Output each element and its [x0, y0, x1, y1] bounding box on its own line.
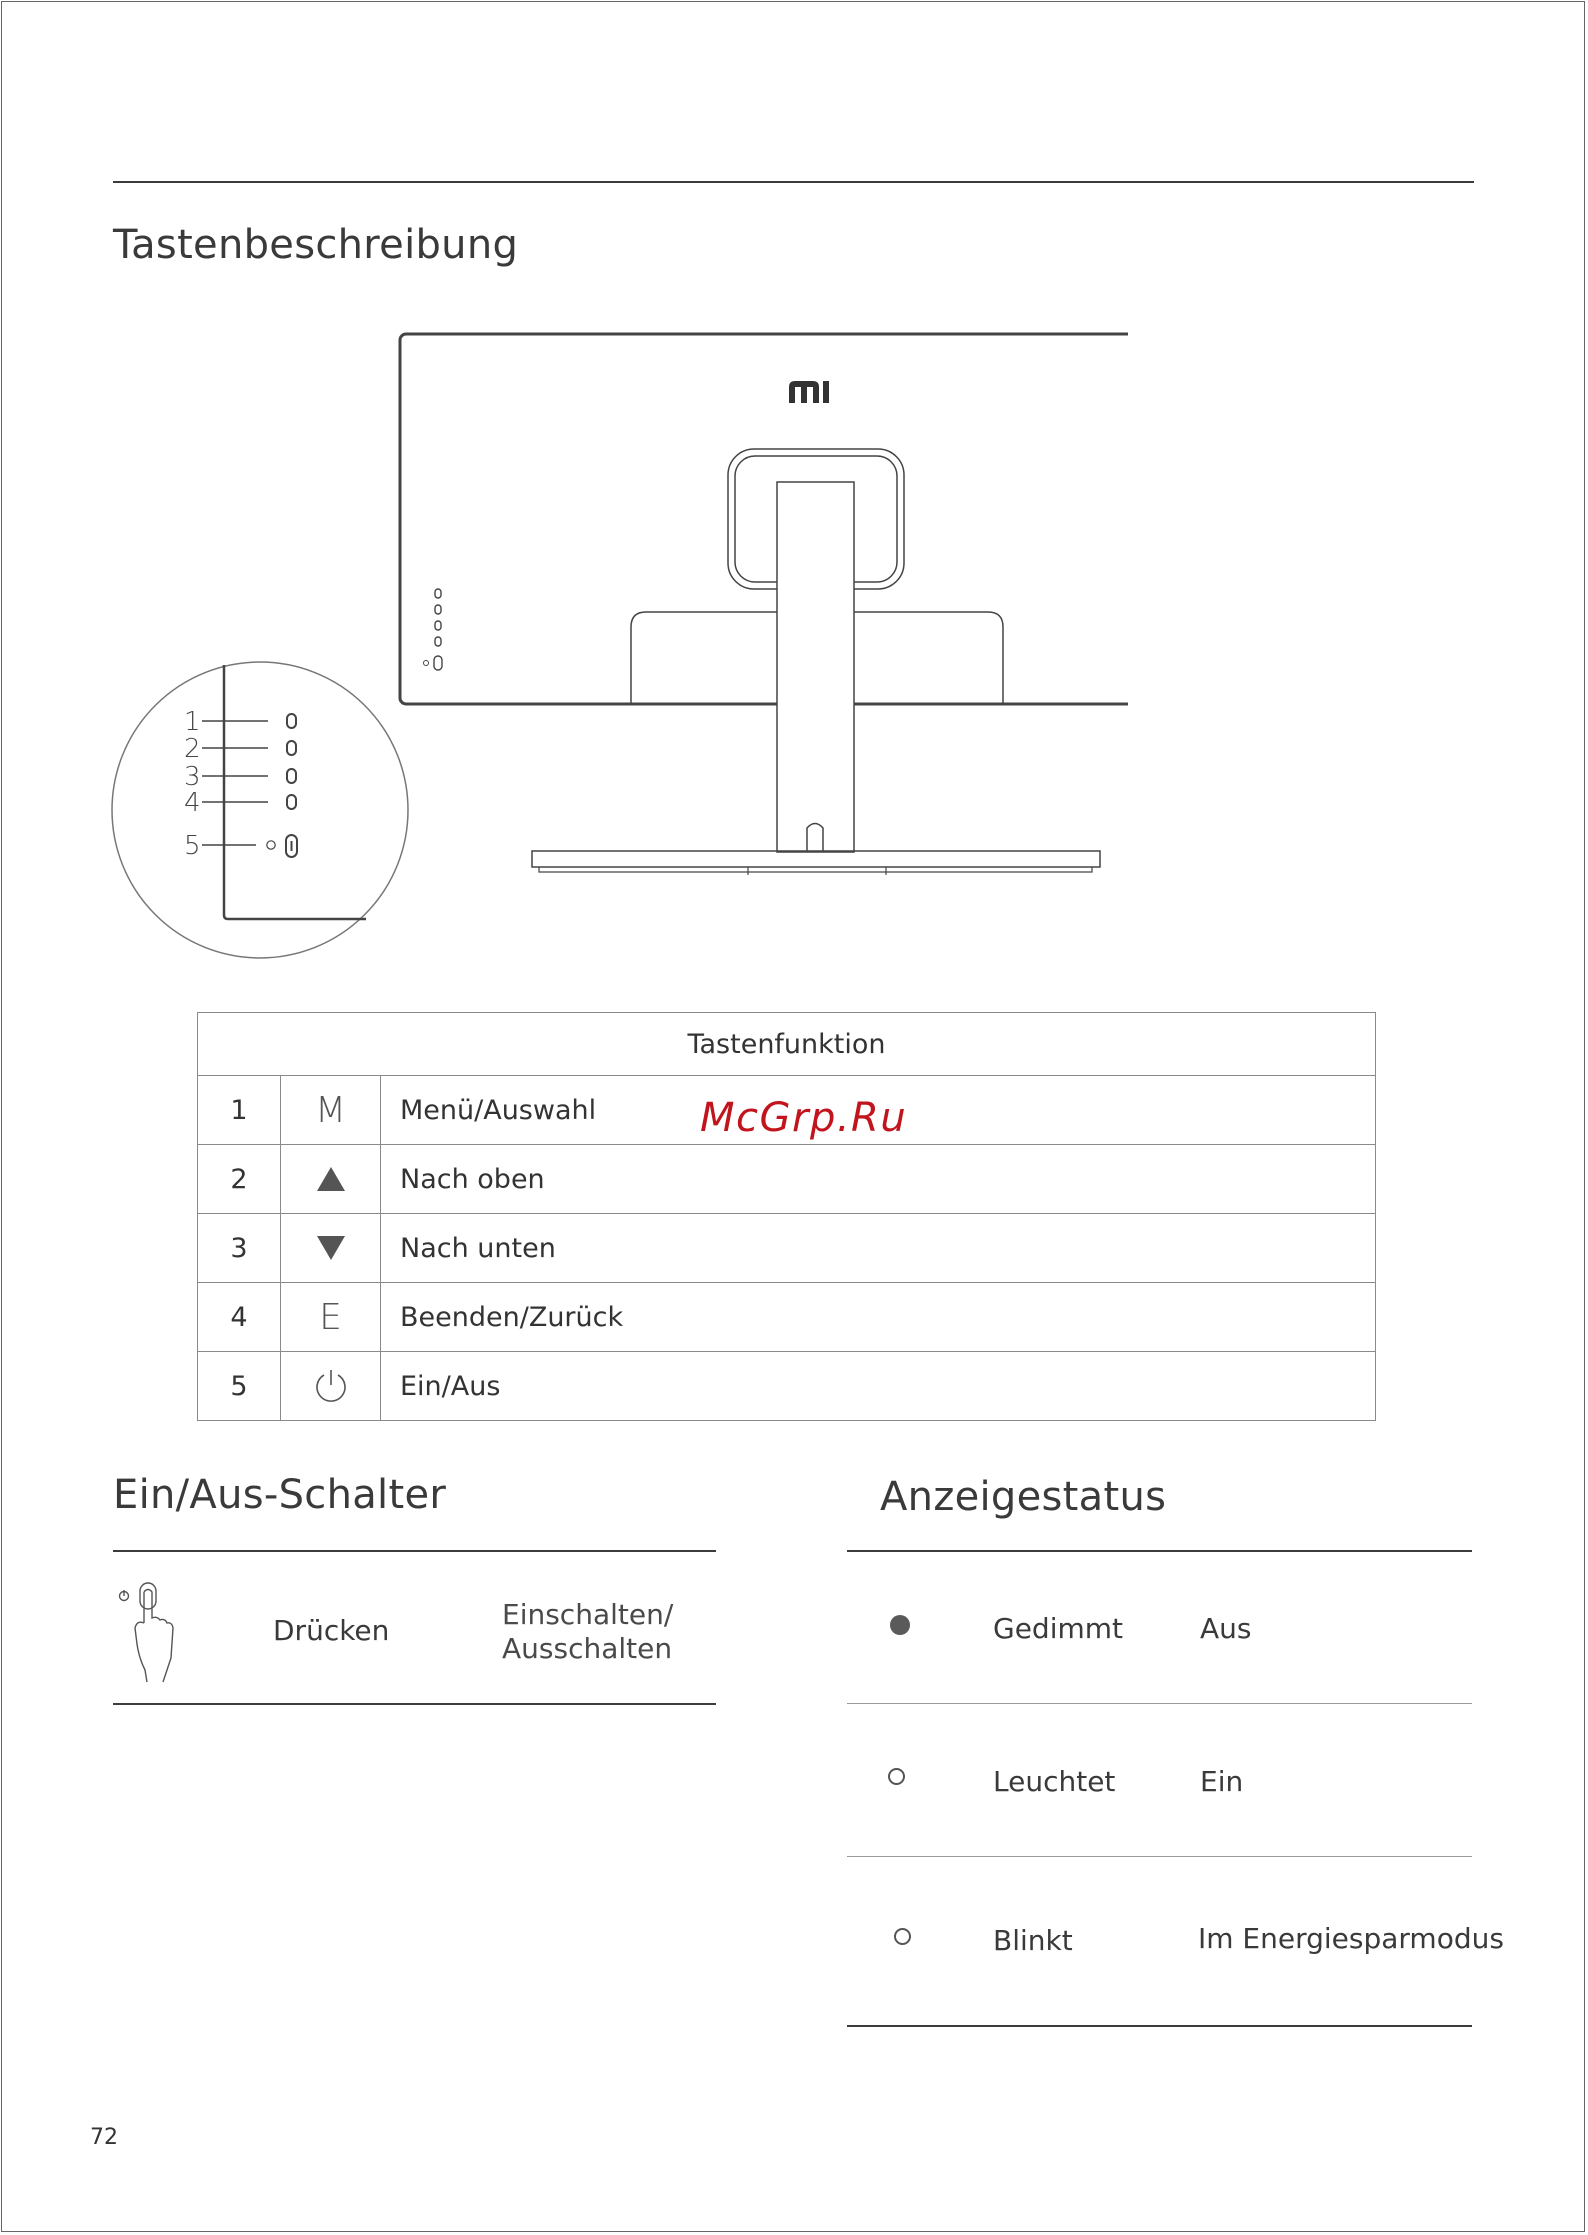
- table-row: [198, 1145, 1376, 1214]
- row-number: 5: [198, 1352, 281, 1421]
- triangle-up-icon: [281, 1145, 381, 1214]
- hollow-dot-icon: [894, 1928, 911, 1945]
- row-function: Nach unten: [381, 1214, 1376, 1283]
- row-function: Menü/Auswahl: [381, 1076, 1376, 1145]
- row-function: Ein/Aus: [381, 1352, 1376, 1421]
- mi-logo: [789, 381, 829, 403]
- row-number: 2: [198, 1145, 281, 1214]
- row-number: 4: [198, 1283, 281, 1352]
- filled-dot-icon: [890, 1615, 910, 1635]
- indicator-state: Leuchtet: [993, 1765, 1116, 1798]
- callout-3: 3: [184, 762, 201, 792]
- power-switch-title: Ein/Aus-Schalter: [113, 1472, 447, 1518]
- section-title: Tastenbeschreibung: [113, 222, 519, 268]
- indicator-meaning: Ein: [1200, 1765, 1244, 1798]
- indicator-divider: [847, 1703, 1472, 1704]
- indicator-state: Gedimmt: [993, 1612, 1124, 1645]
- page-number: 72: [90, 2125, 118, 2150]
- key-function-table: [197, 1012, 1376, 1421]
- monitor-body: [400, 334, 1128, 875]
- table-header: Tastenfunktion: [198, 1013, 1376, 1076]
- power-result-line2: Ausschalten: [502, 1632, 673, 1665]
- indicator-rule-bottom: [847, 2025, 1472, 2027]
- triangle-down-icon: [281, 1214, 381, 1283]
- row-number: 1: [198, 1076, 281, 1145]
- indicator-title: Anzeigestatus: [880, 1474, 1167, 1520]
- letter-m-icon: M: [281, 1076, 381, 1145]
- callout-5: 5: [184, 831, 201, 861]
- callout-2: 2: [184, 734, 201, 764]
- top-rule: [113, 181, 1474, 183]
- indicator-meaning: Aus: [1200, 1612, 1252, 1645]
- row-function: Nach oben: [381, 1145, 1376, 1214]
- power-icon: [281, 1352, 381, 1421]
- power-switch-rule-bottom: [113, 1703, 716, 1705]
- hollow-dot-icon: [888, 1768, 905, 1785]
- indicator-divider: [847, 1856, 1472, 1857]
- press-hand-icon: [115, 1578, 177, 1684]
- button-zoom-circle: [112, 662, 408, 958]
- indicator-rule-top: [847, 1550, 1472, 1552]
- indicator-meaning: Im Energiesparmodus: [1198, 1922, 1504, 1955]
- monitor-rear-diagram: [108, 325, 1128, 965]
- table-row: [198, 1283, 1376, 1352]
- table-row: [198, 1352, 1376, 1421]
- row-function: Beenden/Zurück: [381, 1283, 1376, 1352]
- power-switch-rule-top: [113, 1550, 716, 1552]
- callout-4: 4: [184, 788, 201, 818]
- row-number: 3: [198, 1214, 281, 1283]
- callout-1: 1: [184, 707, 201, 737]
- watermark: McGrp.Ru: [700, 1095, 908, 1141]
- press-label: Drücken: [273, 1614, 390, 1647]
- letter-e-icon: E: [281, 1283, 381, 1352]
- table-row: [198, 1214, 1376, 1283]
- indicator-state: Blinkt: [993, 1924, 1073, 1957]
- power-result-line1: Einschalten/: [502, 1598, 674, 1631]
